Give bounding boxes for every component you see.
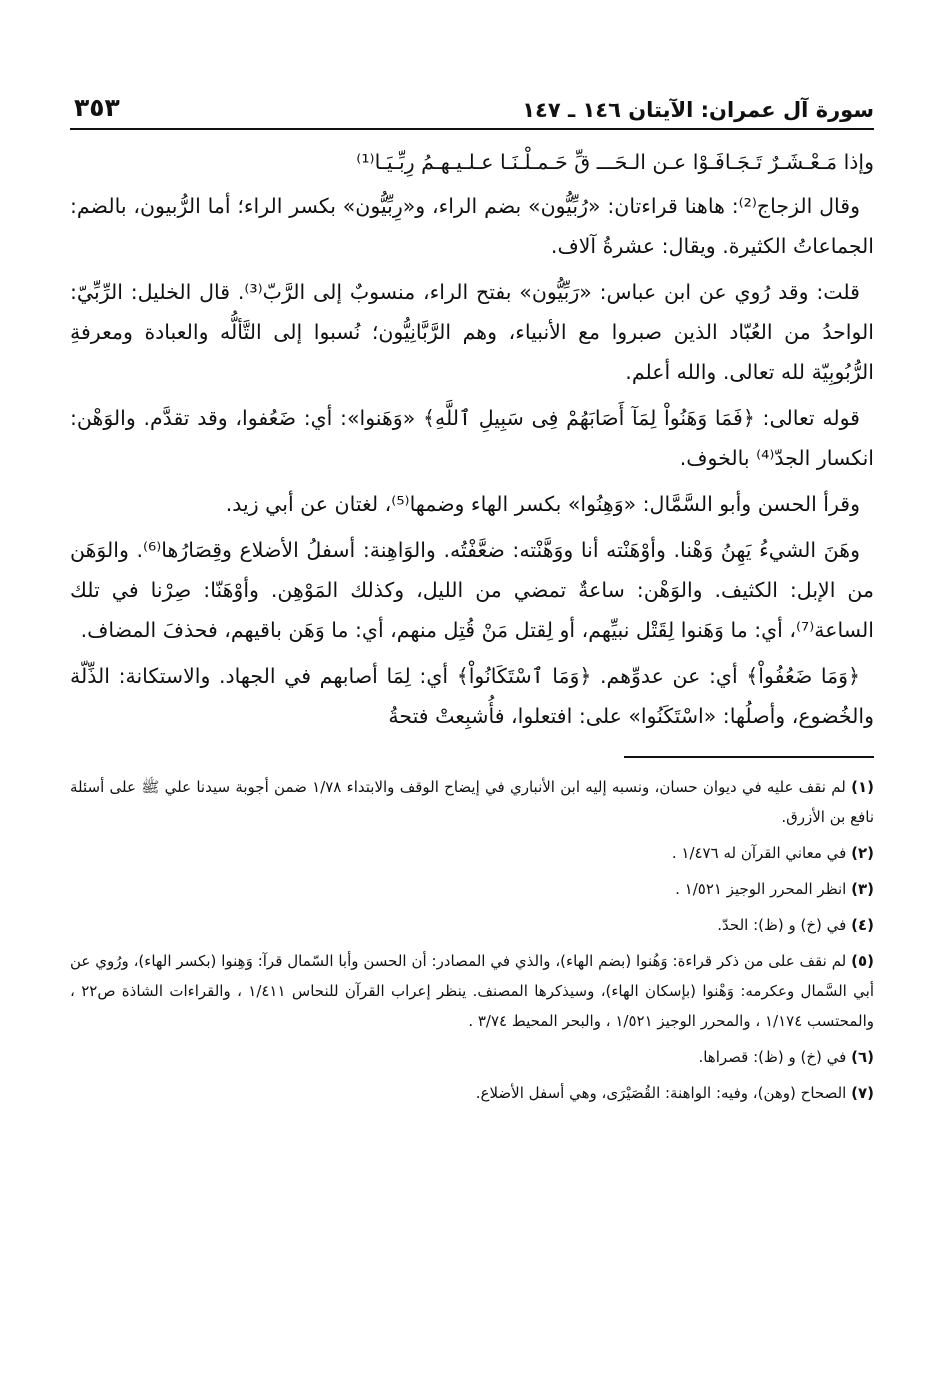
footnote-number: (٥) [851,952,874,970]
footnote [70,1078,874,1108]
paragraph: وقال الزجاج⁽²⁾: هاهنا قراءتان: «رُبِّيُّون» بضم الراء، و«رِبِّيُّون» بكسر الراء؛ أما الرُّبيون، بالضم: الجماعاتُ الكثيرة. ويقال: عشرةُ آلاف. [70,194,874,258]
footnote [70,1042,874,1072]
running-title: سورة آل عمران: الآيتان ١٤٦ ـ ١٤٧ [522,98,874,122]
footnote-text: في (خ) و (ظ): قصراها. [698,1048,847,1066]
footnote-number: (٣) [851,880,874,898]
book-page [70,82,874,1114]
footnote-text: انظر المحرر الوجيز ١/٥٢١ . [675,880,847,898]
footnote-number: (٤) [851,916,874,934]
paragraph: ﴿وَمَا ضَعُفُواْ﴾ أي: عن عدوِّهم. ﴿وَمَا ٱسْتَكَانُواْ﴾ أي: لِمَا أصابهم في الجهاد. والاستكانة: الذِّلّة والخُضوع، وأصلُها: «اسْتَكَنُوا» على: افتعلوا، فأُشبِعتْ فتحةُ [70,664,874,728]
footnote-text: الصحاح (وهن)، وفيه: الواهنة: القُصَيْرَى، وهي أسفل الأضلاع. [475,1084,847,1102]
paragraph: وقرأ الحسن وأبو السَّمَّال: «وَهِنُوا» بكسر الهاء وضمها⁽⁵⁾، لغتان عن أبي زيد. [225,492,860,516]
footnote-text: في معاني القرآن له ١/٤٧٦ . [671,844,847,862]
paragraph: وهَنَ الشيءُ يَهِنُ وَهْنا. وأوْهَنْته أنا ووَهَّنْته: ضعَّفْتُه. والوَاهِنة: أسفلُ الأضلاع وقِصَارُها⁽⁶⁾. والوَهَن من الإبل: الكثيف. والوَهْن: ساعةٌ تمضي من الليل، وكذلك المَوْهِن. وأوْهَنّا: صِرْنا في تلك الساعة⁽⁷⁾، أي: ما وَهَنوا لِقَتْل نبيِّهم، أو لِقتل مَنْ قُتِل منهم، أي: ما وَهَن باقيهم، فحذفَ المضاف. [70,538,874,642]
footnote-number: (١) [851,778,874,796]
footnote [70,946,874,1036]
paragraph: قوله تعالى: ﴿فَمَا وَهَنُواْ لِمَآ أَصَابَهُمْ فِى سَبِيلِ ٱللَّهِ﴾ «وَهَنوا»: أي: ضَعُفوا، وقد تقدَّم. والوَهْن: انكسار الجدّ⁽⁴⁾ بالخوف. [70,406,874,470]
footnote [70,874,874,904]
main-text [70,142,874,736]
footnotes [70,772,874,1108]
footnote [70,838,874,868]
paragraph: قلت: وقد رُوي عن ابن عباس: «رَبِّيُّون» بفتح الراء، منسوبٌ إلى الرَّبّ⁽³⁾. قال الخليل: الرِّبِّيّ: الواحدُ من العُبّاد الذين صبروا مع الأنبياء، وهم الرَّبَّانِيُّون؛ نُسبوا إلى التَّألُّه والعبادة ومعرفةِ الرُّبُوبِيّة لله تعالى. والله أعلم. [70,280,874,384]
footnote-text: لم نقف عليه في ديوان حسان، ونسبه إليه ابن الأنباري في إيضاح الوقف والابتداء ١/٧٨ ضمن أجوبة سيدنا علي ﷺ على أسئلة نافع بن الأزرق. [70,778,874,826]
poetry-verse: وإذا مَـعْـشَـرٌ تَـجَـافَـوْا عـن الـحَـــ قِّ حَـمـلْـنَـا عـلـيـهـمُ رِبِّـيَـا⁽¹⁾ [356,150,874,174]
footnote-text: في (خ) و (ظ): الحدّ. [717,916,847,934]
page-header [70,82,874,122]
header-rule [70,128,874,130]
page-number: ٣٥٣ [74,93,120,122]
footnote-number: (٧) [851,1084,874,1102]
footnote-text: لم نقف على من ذكر قراءة: وَهُنوا (بضم الهاء)، والذي في المصادر: أن الحسن وأبا السّمال قرآ: وَهِنوا (بكسر الهاء)، ورُوي عن أبي السَّمال وعكرمه: وَهْنوا (بإسكان الهاء)، وسيذكرها المصنف. ينظر إعراب القرآن للنحاس ١/٤١١ ، والقراءات الشاذة ص٢٢ ، والمحتسب ١/١٧٤ ، والمحرر الوجيز ١/٥٢١ ، والبحر المحيط ٣/٧٤ . [70,952,875,1030]
footnote-number: (٦) [851,1048,874,1066]
footnote-separator [624,756,874,758]
footnote-number: (٢) [851,844,874,862]
footnote [70,910,874,940]
footnote [70,772,874,832]
